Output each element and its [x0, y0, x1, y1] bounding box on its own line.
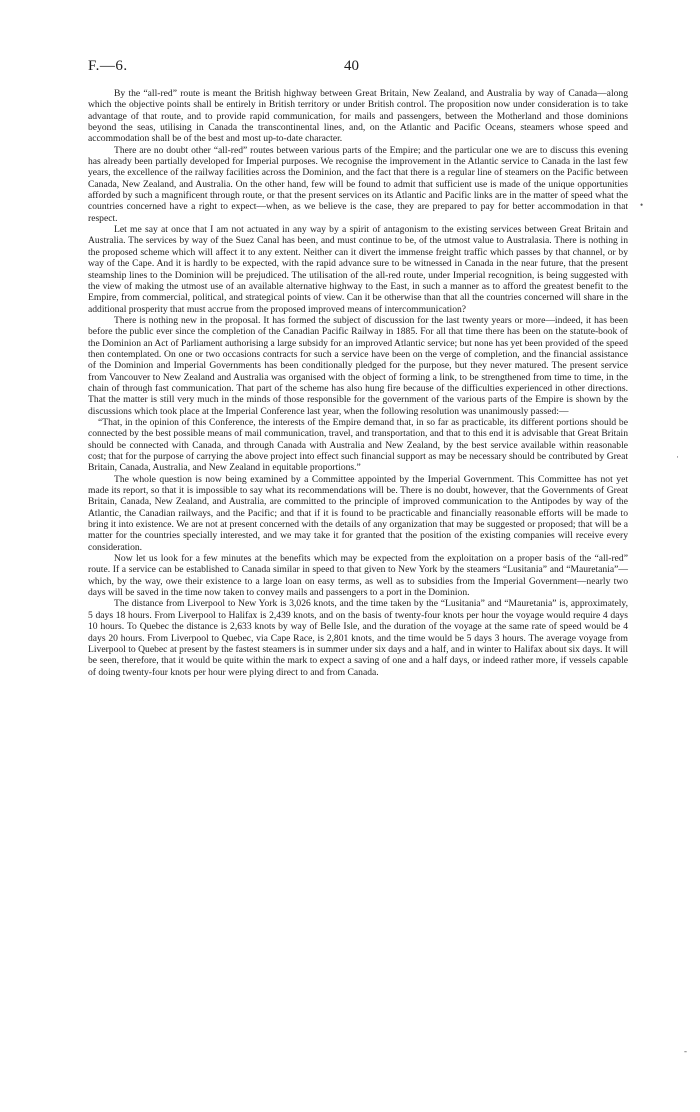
paragraph: The distance from Liverpool to New York is 3,026 knots, and the time taken by the “Lusitania” and “Mauretania” is, approximately, 5 days 18 hours. From Liverpool to Halifax is 2,439 knots, and on the basis of twenty-four knots per hour the voyage would require 4 days 10 hours. To Quebec the distance is 2,633 knots by way of Belle Isle, and the duration of the voyage at the same rate of speed would be 4 days 20 hours. From Liverpool to Quebec, via Cape Race, is 2,801 knots, and the time would be 5 days 3 hours. The average voyage from Liverpool to Quebec at present by the fastest steamers is in summer under six days and a half, and in winter to Halifax about six days. It will be seen, therefore, that it would be quite within the mark to expect a saving of one and a half days, or indeed rather more, if vessels capable of doing twenty-four knots per hour were plying direct to and from Canada. — [88, 598, 628, 678]
paragraph: The whole question is now being examined by a Committee appointed by the Imperial Government. This Committee has not yet made its report, so that it is impossible to say what its recommendations will be. There is no doubt, however, that the Governments of Great Britain, Canada, New Zealand, and Australia, are committed to the principle of improved communication to the Antipodes by way of the Atlantic, the Canadian railways, and the Pacific; and that if it is found to be practicable and financially reasonable efforts will be made to bring it into existence. We are not at present concerned with the details of any organization that may be suggested or proposed; that will be a matter for the countries specially interested, and we may take it for granted that the position of the existing companies will receive every consideration. — [88, 473, 628, 553]
paragraph: There are no doubt other “all-red” routes between various parts of the Empire; and the particular one we are to discuss this evening has already been partially developed for Imperial purposes. We recognise the improvement in the Atlantic service to Canada in the last few years, the excellence of the railway facilities across the Dominion, and the fact that there is a regular line of steamers on the Pacific between Canada, New Zealand, and Australia. On the other hand, few will be found to admit that sufficient use is made of the unique opportunities afforded by such a magnificent through route, or that the present services on its Atlantic and Pacific links are in the matter of speed what the countries concerned have a right to expect—when, as we believe is the case, they are prepared to pay for better accommodation in that respect. — [88, 144, 628, 224]
margin-dot: • — [640, 200, 644, 210]
page-header — [88, 58, 628, 78]
margin-dot: · — [676, 452, 679, 462]
page-number: 40 — [344, 58, 359, 74]
paragraph: There is nothing new in the proposal. It has formed the subject of discussion for the last twenty years or more—indeed, it has been before the public ever since the completion of the Canadian Pacific Railway in 1885. For all that time there has been on the statute-book of the Dominion an Act of Parliament authorising a large subsidy for an improved Atlantic service; but none has yet been provided of the speed then contemplated. On one or two occasions contracts for such a service have been on the verge of completion, and the financial assistance of the Dominion and Imperial Governments has been conditionally pledged for the purpose, but they never matured. The present service from Vancouver to New Zealand and Australia was organised with the object of forming a link, to be strengthened from time to time, in the chain of through fast communication. That part of the scheme has also hung fire because of the difficulties experienced in other directions. That the matter is still very much in the minds of those responsible for the government of the various parts of the Empire is shown by the discussions which took place at the Imperial Conference last year, when the following resolution was unanimously passed:— — [88, 314, 628, 417]
quoted-resolution: “That, in the opinion of this Conference, the interests of the Empire demand that, in so far as practicable, its different portions should be connected by the best possible means of mail communication, travel, and transportation, and that to this end it is advisable that Great Britain should be connected with Canada, and through Canada with Australia and New Zealand, by the best service available within reasonable cost; that for the purpose of carrying the above project into effect such financial support as may be necessary should be contributed by Great Britain, Canada, Australia, and New Zealand in equitable proportions.” — [88, 416, 628, 474]
paragraph: Now let us look for a few minutes at the benefits which may be expected from the exploitation on a proper basis of the “all-red” route. If a service can be established to Canada similar in speed to that given to New York by the steamers “Lusitania” and “Mauretania”—which, by the way, owe their existence to a large loan on easy terms, as well as to subsidies from the Imperial Government—nearly two days will be saved in the time now taken to convey mails and passengers to a port in the Dominion. — [88, 553, 628, 599]
body-text — [88, 88, 628, 678]
paper-reference: F.—6. — [88, 58, 128, 74]
paragraph: Let me say at once that I am not actuated in any way by a spirit of antagonism to the existing services between Great Britain and Australia. The services by way of the Suez Canal has been, and must continue to be, of the utmost value to Australasia. There is nothing in the proposed scheme which will affect it to any extent. Neither can it divert the immense freight traffic which passes by that channel, or by way of the Cape. And it is hardly to be expected, with the rapid advance sure to be witnessed in Canada in the near future, that the present steamship lines to the Dominion will be prejudiced. The utilisation of the all-red route, under Imperial recognition, is being suggested with the view of making the utmost use of an available alternative highway to the East, in such a manner as to afford the greatest benefit to the Empire, from commercial, political, and strategical points of view. Can it be otherwise than that all the countries concerned will share in the additional prosperity that must accrue from the proposed improved means of intercommunication? — [88, 224, 628, 315]
paragraph: By the “all-red” route is meant the British highway between Great Britain, New Zealand, and Australia by way of Canada—along which the objective points shall be entirely in British territory or under British control. The proposition now under consideration is to take advantage of that route, and to provide rapid communication, for mails and passengers, between the Motherland and those dominions beyond the seas, utilising in Canada the transcontinental lines, and, on the Atlantic and Pacific Oceans, steamers whose speed and accommodation shall be of the best and most up-to-date character. — [88, 88, 628, 145]
margin-dot: - — [684, 1046, 687, 1056]
